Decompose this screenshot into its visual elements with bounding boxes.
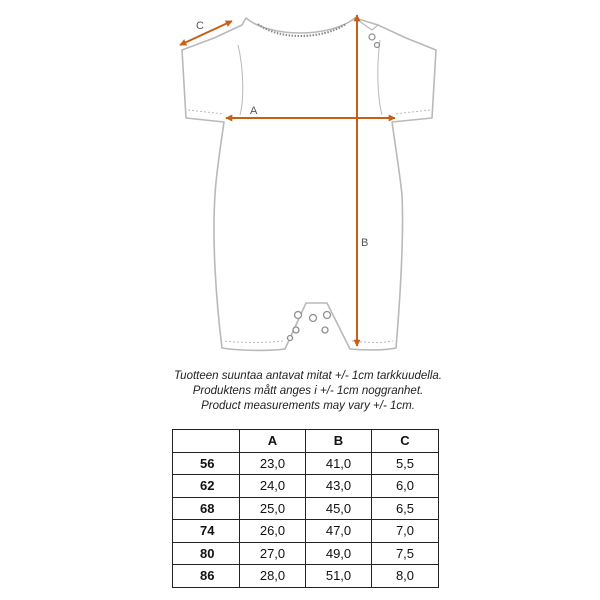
header-b: B [306, 430, 372, 453]
note-finnish: Tuotteen suuntaa antavat mitat +/- 1cm tarkkuudella. [174, 370, 442, 382]
value-b: 43,0 [306, 475, 372, 498]
measurement-notes [150, 369, 466, 414]
note-swedish: Produktens mått anges i +/- 1cm noggranhet. [192, 385, 424, 397]
crotch-snap [288, 336, 293, 341]
value-b: 51,0 [306, 565, 372, 588]
value-a: 28,0 [240, 565, 306, 588]
label-b: B [361, 237, 369, 249]
shoulder-snap [375, 43, 380, 48]
value-c: 7,0 [372, 520, 439, 543]
size-table [172, 429, 439, 588]
value-a: 24,0 [240, 475, 306, 498]
crotch-snap [293, 327, 299, 333]
romper-outline [182, 18, 436, 350]
value-b: 47,0 [306, 520, 372, 543]
value-b: 41,0 [306, 452, 372, 475]
size-cell: 56 [173, 452, 240, 475]
header-c: C [372, 430, 439, 453]
size-cell: 62 [173, 475, 240, 498]
crotch-snap [322, 327, 328, 333]
note-english: Product measurements may vary +/- 1cm. [201, 400, 415, 412]
size-cell: 86 [173, 565, 240, 588]
value-b: 45,0 [306, 497, 372, 520]
table-header-row [173, 430, 439, 453]
label-a: A [250, 105, 258, 117]
table-row [173, 497, 439, 520]
value-c: 8,0 [372, 565, 439, 588]
value-c: 5,5 [372, 452, 439, 475]
table-row [173, 542, 439, 565]
crotch-snap [324, 312, 331, 319]
crotch-snap [310, 315, 317, 322]
crotch-snap [295, 312, 302, 319]
value-a: 27,0 [240, 542, 306, 565]
table-row [173, 475, 439, 498]
table-row [173, 452, 439, 475]
value-b: 49,0 [306, 542, 372, 565]
header-size [173, 430, 240, 453]
value-a: 25,0 [240, 497, 306, 520]
header-a: A [240, 430, 306, 453]
crotch-snaps [288, 312, 331, 341]
size-cell: 80 [173, 542, 240, 565]
value-c: 6,0 [372, 475, 439, 498]
shoulder-snap [369, 34, 375, 40]
value-a: 23,0 [240, 452, 306, 475]
size-cell: 68 [173, 497, 240, 520]
size-cell: 74 [173, 520, 240, 543]
table-row [173, 565, 439, 588]
value-c: 6,5 [372, 497, 439, 520]
value-a: 26,0 [240, 520, 306, 543]
table-row [173, 520, 439, 543]
label-c: C [196, 20, 204, 32]
value-c: 7,5 [372, 542, 439, 565]
